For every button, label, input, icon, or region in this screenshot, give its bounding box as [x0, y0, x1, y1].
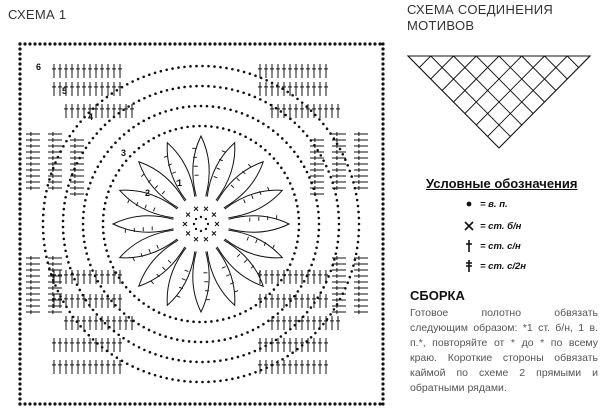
motif-join-diagram	[404, 52, 594, 152]
legend-item-double-treble	[462, 258, 526, 274]
crochet-motif-diagram	[14, 38, 389, 410]
legend-label: = ст. б/н	[480, 220, 522, 232]
legend-label: = ст. с/н	[480, 240, 521, 252]
legend-item-treble	[462, 238, 521, 254]
single-crochet-icon	[462, 239, 476, 253]
double-crochet-icon	[462, 259, 476, 273]
assembly-text: Готовое полотно обвязать следующим образом: *1 ст. б/н, 1 в. п.*, повторяйте от * до * по всему краю. Короткие стороны обвязать каймой по схеме 2 прямыми и обратными рядами.	[410, 307, 598, 394]
join-schema-title: СХЕМА СОЕДИНЕНИЯ МОТИВОВ	[407, 2, 554, 33]
row-number-label: 5	[62, 86, 68, 96]
legend-item-single-crochet	[462, 218, 521, 234]
row-number-label: 1	[177, 178, 183, 188]
legend-label: = в. п.	[480, 198, 508, 210]
dot-icon	[462, 197, 476, 211]
schema-title: СХЕМА 1	[8, 7, 67, 22]
assembly-title: СБОРКА	[410, 288, 465, 303]
row-number-label: 4	[88, 112, 94, 122]
row-number-label: 6	[36, 62, 42, 72]
legend-label: = ст. с/2н	[480, 260, 527, 272]
row-number-label: 3	[121, 148, 127, 158]
row-number-label: 2	[145, 188, 151, 198]
cross-icon	[462, 219, 476, 233]
legend-item-chain	[462, 196, 508, 212]
legend-title: Условные обозначения	[426, 176, 578, 191]
